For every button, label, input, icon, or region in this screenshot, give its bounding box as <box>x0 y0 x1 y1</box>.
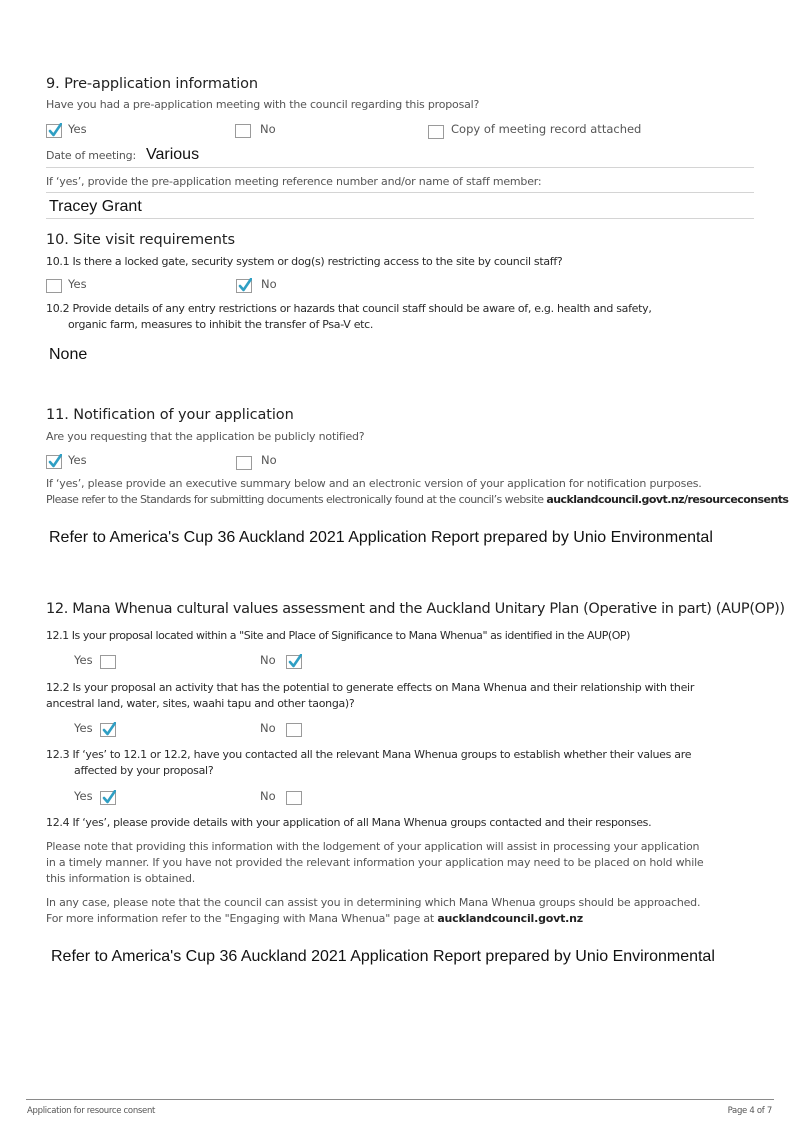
checkbox-label-locked-gate-yes: Yes <box>68 277 87 291</box>
divider <box>46 218 754 219</box>
question-10-2-line2: organic farm, measures to inhibit the transfer of Psa-V etc. <box>68 318 374 331</box>
checkmark-icon <box>288 654 302 668</box>
footer-divider <box>26 1099 774 1100</box>
section-9-title: 9. Pre-application information <box>46 76 259 92</box>
question-12-4: 12.4 If ‘yes’, please provide details with your application of all Mana Whenua groups contacted and their responses. <box>46 816 652 829</box>
question-12-3-line2: affected by your proposal? <box>74 764 214 777</box>
checkbox-contacted-yes[interactable] <box>100 791 116 805</box>
question-10-1: 10.1 Is there a locked gate, security system or dog(s) restricting access to the site by council staff? <box>46 255 563 268</box>
section-9-question: Have you had a pre-application meeting with the council regarding this proposal? <box>46 98 480 111</box>
mana-whenua-note2-text: For more information refer to the "Engaging with Mana Whenua" page at <box>46 912 438 925</box>
checkbox-label-significance-no: No <box>260 653 276 667</box>
checkbox-label-significance-yes: Yes <box>74 653 93 667</box>
notification-note-line1: If ‘yes’, please provide an executive summary below and an electronic version of your application for notification purposes. <box>46 477 702 490</box>
checkmark-icon <box>48 123 62 137</box>
reference-field[interactable]: Tracey Grant <box>49 198 142 215</box>
checkbox-label-effects-no: No <box>260 721 276 735</box>
checkbox-notified-no[interactable] <box>236 456 252 470</box>
question-10-2-line1: 10.2 Provide details of any entry restrictions or hazards that council staff should be aware of, e.g. health and safety, <box>46 302 652 315</box>
checkbox-preapp-no[interactable] <box>235 124 251 138</box>
checkbox-effects-yes[interactable] <box>100 723 116 737</box>
checkmark-icon <box>48 454 62 468</box>
footer-page-number: Page 4 of 7 <box>727 1106 772 1116</box>
checkbox-label-preapp-no: No <box>260 122 276 136</box>
checkbox-label-effects-yes: Yes <box>74 721 93 735</box>
checkbox-locked-gate-yes[interactable] <box>46 279 62 293</box>
checkbox-preapp-yes[interactable] <box>46 124 62 138</box>
executive-summary-field[interactable]: Refer to America's Cup 36 Auckland 2021 Application Report prepared by Unio Environmental <box>49 529 713 546</box>
checkbox-locked-gate-no[interactable] <box>236 279 252 293</box>
mana-whenua-details-field[interactable]: Refer to America's Cup 36 Auckland 2021 Application Report prepared by Unio Environmental <box>51 948 715 965</box>
auckland-council-link[interactable]: aucklandcouncil.govt.nz <box>437 912 583 925</box>
checkbox-label-contacted-no: No <box>260 789 276 803</box>
checkmark-icon <box>238 278 252 292</box>
divider <box>46 192 754 193</box>
question-12-3-line1: 12.3 If ‘yes’ to 12.1 or 12.2, have you contacted all the relevant Mana Whenua groups to establish whether their values are <box>46 748 692 761</box>
mana-whenua-note2-line1: In any case, please note that the council can assist you in determining which Mana Whenua groups should be approached. <box>46 896 701 909</box>
checkbox-label-locked-gate-no: No <box>261 277 277 291</box>
footer-document-title: Application for resource consent <box>27 1106 156 1116</box>
section-11-question: Are you requesting that the application be publicly notified? <box>46 430 365 443</box>
date-of-meeting-label: Date of meeting: <box>46 149 136 162</box>
notification-note-text: Please refer to the Standards for submitting documents electronically found at the council’s website <box>46 493 547 506</box>
mana-whenua-note1-line1: Please note that providing this information with the lodgement of your application will assist in processing your application <box>46 840 700 853</box>
checkmark-icon <box>102 790 116 804</box>
checkbox-label-meeting-record: Copy of meeting record attached <box>451 122 642 136</box>
mana-whenua-note1-line2: in a timely manner. If you have not provided the relevant information your application may need to be placed on hold while <box>46 856 704 869</box>
checkbox-significance-yes[interactable] <box>100 655 116 669</box>
checkbox-label-notified-yes: Yes <box>68 453 87 467</box>
date-of-meeting-field[interactable]: Various <box>146 146 200 163</box>
checkbox-contacted-no[interactable] <box>286 791 302 805</box>
divider <box>46 167 754 168</box>
mana-whenua-note2-line2 <box>46 912 583 925</box>
mana-whenua-note1-line3: this information is obtained. <box>46 872 196 885</box>
resource-consents-link[interactable]: aucklandcouncil.govt.nz/resourceconsents <box>546 493 789 506</box>
checkbox-notified-yes[interactable] <box>46 455 62 469</box>
section-10-title: 10. Site visit requirements <box>46 232 235 248</box>
checkbox-label-preapp-yes: Yes <box>68 122 87 136</box>
section-11-title: 11. Notification of your application <box>46 407 294 423</box>
question-12-2-line2: ancestral land, water, sites, waahi tapu and other taonga)? <box>46 697 355 710</box>
reference-label: If ‘yes’, provide the pre-application meeting reference number and/or name of staff member: <box>46 175 542 188</box>
checkbox-label-notified-no: No <box>261 453 277 467</box>
question-12-2-line1: 12.2 Is your proposal an activity that has the potential to generate effects on Mana Whenua and their relationship with their <box>46 681 695 694</box>
section-12-title: 12. Mana Whenua cultural values assessment and the Auckland Unitary Plan (Operative in part) (AUP(OP)) <box>46 601 785 617</box>
checkmark-icon <box>102 722 116 736</box>
checkbox-meeting-record[interactable] <box>428 125 444 139</box>
notification-note-line2 <box>46 493 788 506</box>
checkbox-significance-no[interactable] <box>286 655 302 669</box>
checkbox-label-contacted-yes: Yes <box>74 789 93 803</box>
entry-restrictions-field[interactable]: None <box>49 346 88 363</box>
question-12-1: 12.1 Is your proposal located within a "Site and Place of Significance to Mana Whenua" as identified in the AUP(OP) <box>46 629 630 642</box>
checkbox-effects-no[interactable] <box>286 723 302 737</box>
